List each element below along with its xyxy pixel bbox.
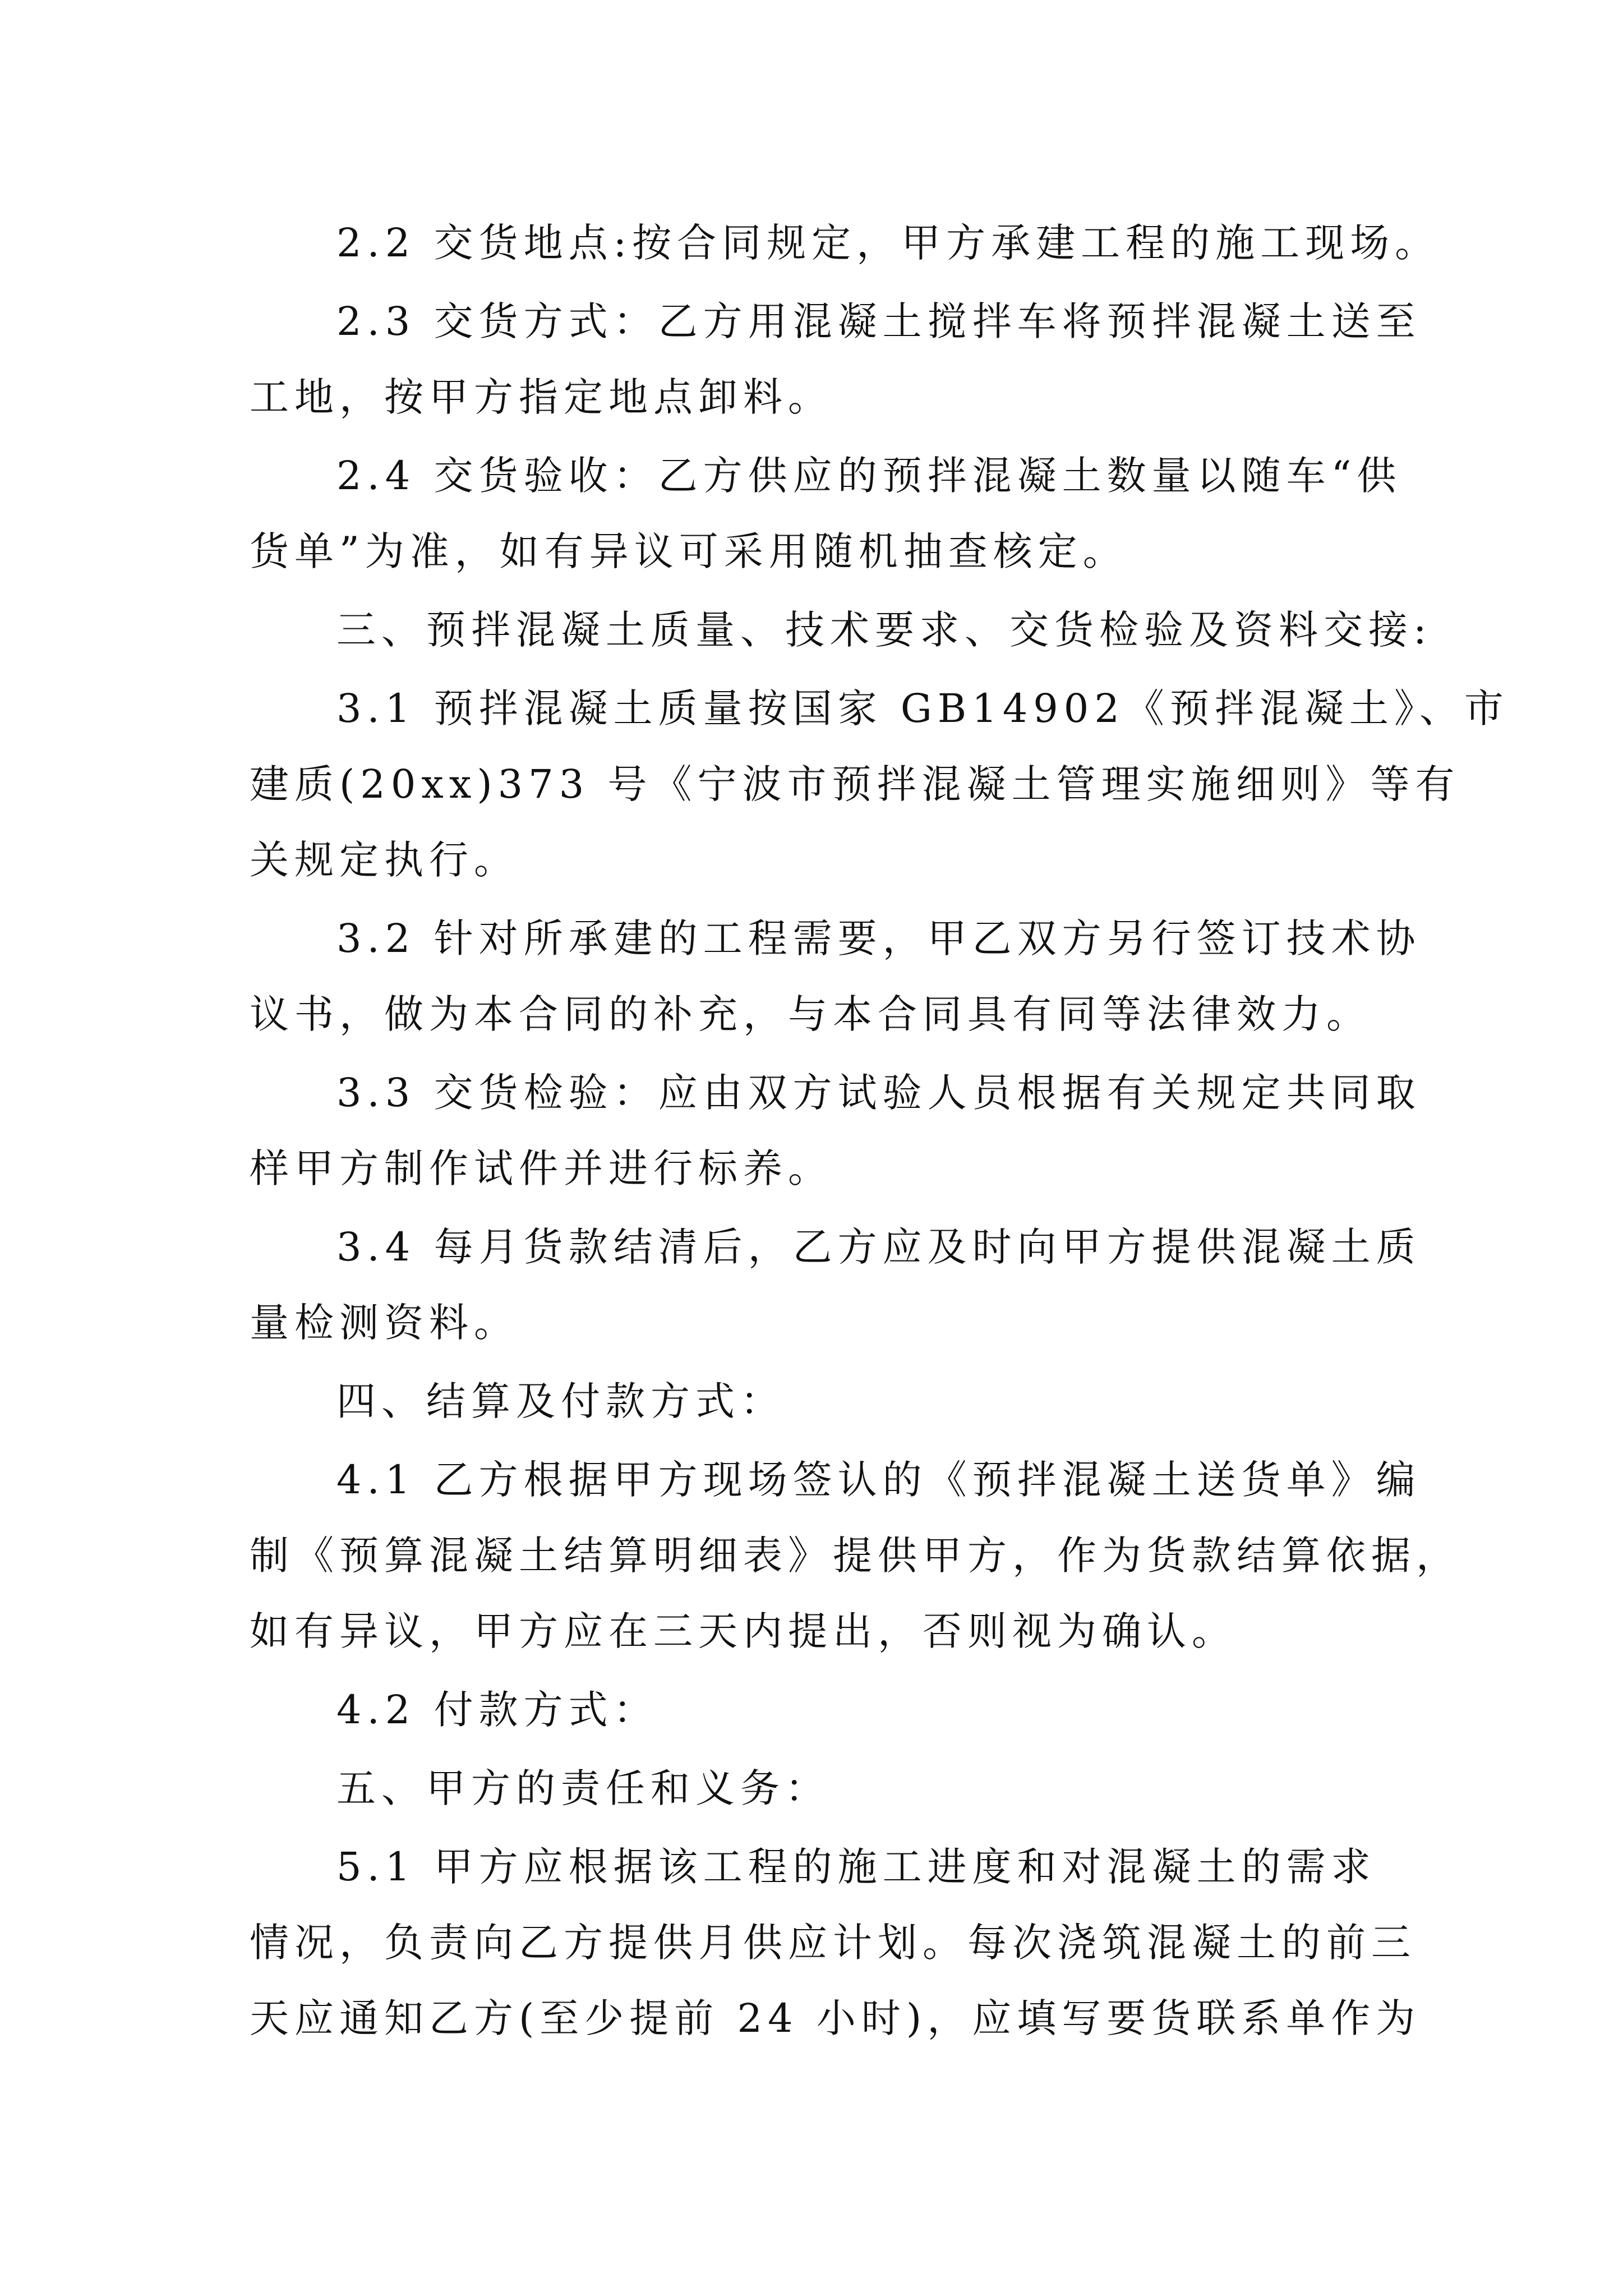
paragraph-5-1-line-1: 5.1 甲方应根据该工程的施工进度和对混凝土的需求 [336,1844,1376,1890]
paragraph-4-2-line-1: 4.2 付款方式： [336,1687,658,1733]
paragraph-3-1-line-3: 关规定执行。 [250,837,519,883]
paragraph-2-3-line-1: 2.3 交货方式：乙方用混凝土搅拌车将预拌混凝土送至 [336,298,1421,344]
paragraph-3-2-line-1: 3.2 针对所承建的工程需要，甲乙双方另行签订技术协 [336,915,1421,961]
paragraph-3-4-line-2: 量检测资料。 [250,1300,519,1346]
paragraph-2-4-line-2: 货单”为准，如有异议可采用随机抽查核定。 [250,528,1128,574]
section-3-heading: 三、预拌混凝土质量、技术要求、交货检验及资料交接: [336,607,1432,653]
paragraph-4-1-line-2: 制《预算混凝土结算明细表》提供甲方，作为货款结算依据， [250,1533,1461,1579]
paragraph-2-4-line-1: 2.4 交货验收：乙方供应的预拌混凝土数量以随车“供 [336,453,1402,499]
paragraph-5-1-line-2: 情况，负责向乙方提供月供应计划。每次浇筑混凝土的前三 [250,1920,1416,1966]
paragraph-4-1-line-1: 4.1 乙方根据甲方现场签认的《预拌混凝土送货单》编 [336,1457,1421,1503]
section-5-heading: 五、甲方的责任和义务： [336,1765,830,1811]
paragraph-3-3-line-2: 样甲方制作试件并进行标养。 [250,1145,833,1191]
paragraph-2-2-line-1: 2.2 交货地点:按合同规定，甲方承建工程的施工现场。 [336,220,1440,266]
paragraph-3-1-line-2: 建质(20xx)373 号《宁波市预拌混凝土管理实施细则》等有 [250,761,1460,807]
section-4-heading: 四、结算及付款方式： [336,1378,785,1424]
paragraph-3-4-line-1: 3.4 每月货款结清后，乙方应及时向甲方提供混凝土质 [336,1224,1421,1270]
paragraph-4-1-line-3: 如有异议，甲方应在三天内提出，否则视为确认。 [250,1608,1237,1654]
paragraph-3-3-line-1: 3.3 交货检验：应由双方试验人员根据有关规定共同取 [336,1070,1421,1116]
paragraph-3-2-line-2: 议书，做为本合同的补充，与本合同具有同等法律效力。 [250,991,1371,1037]
paragraph-2-3-line-2: 工地，按甲方指定地点卸料。 [250,374,833,420]
paragraph-3-1-line-1: 3.1 预拌混凝土质量按国家 GB14902《预拌混凝土》、市 [336,685,1509,731]
paragraph-5-1-line-3: 天应通知乙方(至少提前 24 小时)，应填写要货联系单作为 [250,1995,1421,2041]
